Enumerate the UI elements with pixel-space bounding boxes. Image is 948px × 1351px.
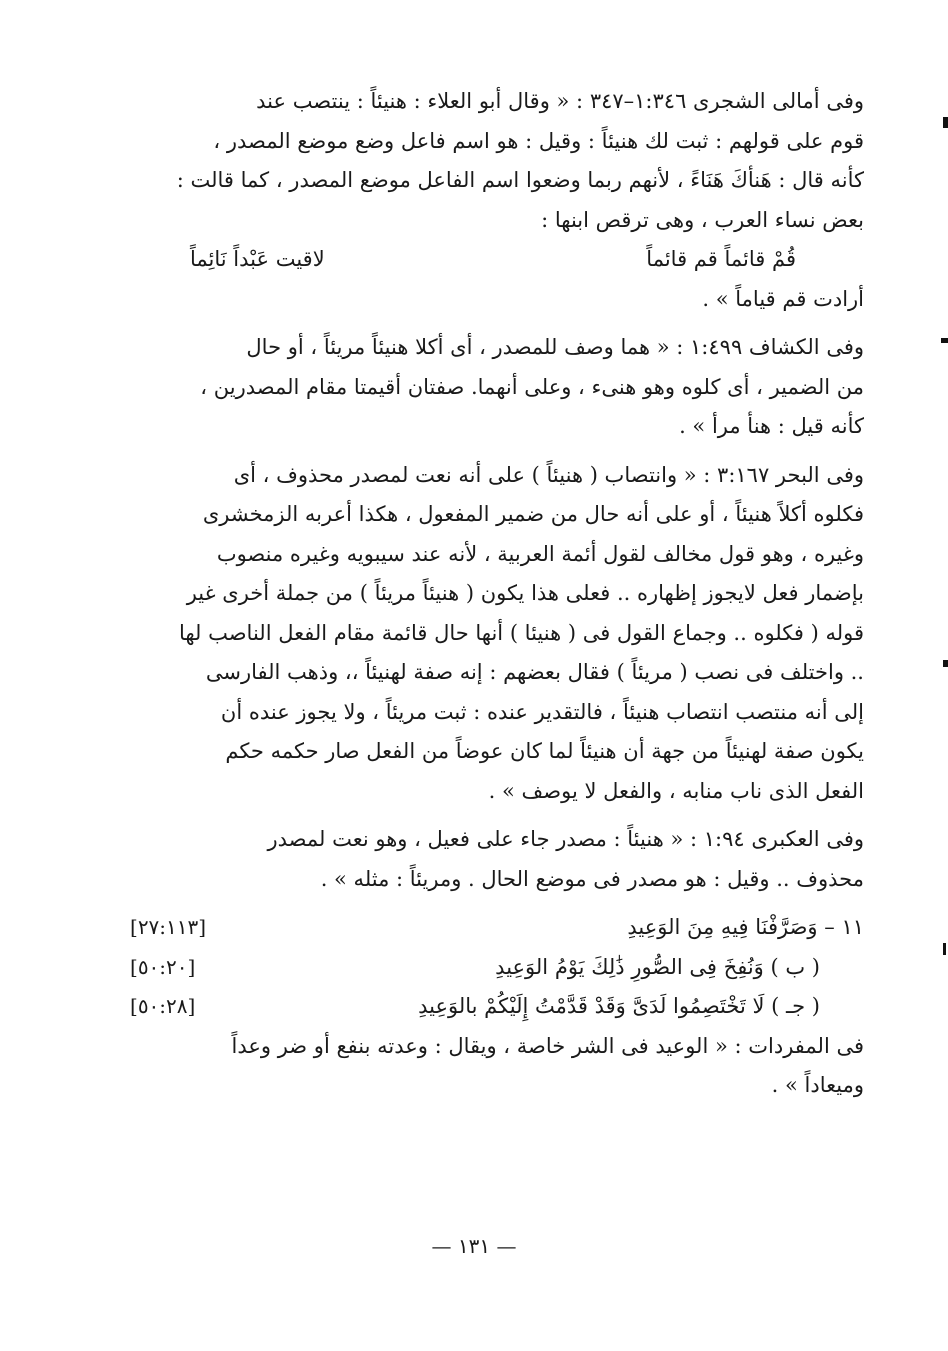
text-line: إلى أنه منتصب انتصاب هنيئاً ، فالتقدير عنده : ثبت مريئاً ، ولا يجوز عنده أن bbox=[220, 699, 864, 724]
text-line: كأنه قيل : هنأ مرأ » . bbox=[679, 414, 864, 438]
text-line: وفى العكبرى ١:٩٤ : « هنيئاً : مصدر جاء على فعيل ، وهو نعت لمصدر bbox=[267, 827, 864, 851]
verse-reference: [٥٠:٢٠] bbox=[130, 954, 196, 979]
quran-verse-row bbox=[130, 987, 864, 1027]
text-line: أرادت قم قياماً » . bbox=[702, 286, 864, 311]
verse-reference: [٢٧:١١٣] bbox=[130, 915, 207, 939]
item-label: ( جـ ) bbox=[764, 994, 820, 1018]
text-line: يكون صفة لهنيئاً من جهة أن هنيئاً لما كان عوضاً من الفعل صار حكمه حكم bbox=[225, 739, 864, 763]
text-line: محذوف .. وقيل : هو مصدر فى موضع الحال . ومريئاً : مثله » . bbox=[320, 866, 864, 891]
text-line: بإضمار فعل لايجوز إظهاره .. فعلى هذا يكون ( هنيئاً مريئاً ) من جملة أخرى غير bbox=[186, 581, 864, 605]
poetry-verse bbox=[130, 240, 864, 280]
page-body bbox=[130, 82, 864, 1106]
scan-edge-mark bbox=[943, 660, 948, 667]
verse-text: وَصَرَّفْنَا فِيهِ مِنَ الوَعِيدِ bbox=[627, 915, 818, 939]
text-line: وفى الكشاف ١:٤٩٩ : « هما وصف للمصدر ، أى أكلا هنيئاً مريئاً ، أو حال bbox=[246, 335, 864, 359]
verse-second-hemistich: لاقيت عَبْداً نَائِماً bbox=[190, 247, 325, 271]
text-line: وفى أمالى الشجرى ١:٣٤٦–٣٤٧ : « وقال أبو العلاء : هنيئاً : ينتصب عند bbox=[256, 89, 864, 113]
verse-first-hemistich: قُمْ قائماً قم قائماً bbox=[646, 247, 796, 271]
quran-verse-row bbox=[130, 908, 864, 948]
quran-verse-row bbox=[130, 948, 864, 988]
text-line: فكلوه أكلاً هنيئاً ، أو على أنه حال من ضمير المفعول ، هكذا أعربه الزمخشرى bbox=[202, 502, 864, 526]
paragraph-bahr bbox=[130, 456, 864, 812]
scan-edge-mark bbox=[941, 338, 948, 343]
text-line: بعض نساء العرب ، وهى ترقص ابنها : bbox=[541, 207, 864, 232]
text-line: فى المفردات : « الوعيد فى الشر خاصة ، ويقال : وعدته بنفع أو ضر وعداً bbox=[231, 1033, 864, 1058]
paragraph-amali bbox=[130, 82, 864, 240]
verse-reference: [٥٠:٢٨] bbox=[130, 994, 196, 1018]
item-label: ١١ – bbox=[817, 915, 864, 939]
item-label: ( ب ) bbox=[763, 954, 820, 979]
paragraph-ukbari bbox=[130, 820, 864, 899]
quran-verse-text bbox=[495, 948, 864, 988]
text-line: وغيره ، وهو قول مخالف لقول أئمة العربية ، لأنه عند سيبويه وغيره منصوب bbox=[216, 541, 864, 566]
text-line: قوله ( فكلوه .. وجماع القول فى ( هنيئا ) أنها حال قائمة مقام الفعل الناصب لها bbox=[178, 620, 864, 645]
text-line: كأنه قال : هَنأكَ هَنَاءً ، لأنهم ربما وضعوا اسم الفاعل موضع المصدر ، كما قالت : bbox=[176, 168, 864, 192]
verse-text: لَا تَخْتَصِمُوا لَدَىَّ وَقَدْ قَدَّمْتُ إِلَيْكُمْ بالوَعِيدِ bbox=[418, 994, 765, 1018]
quran-citations bbox=[130, 908, 864, 1027]
paragraph-verse-note bbox=[130, 280, 864, 320]
scan-edge-mark bbox=[943, 943, 946, 955]
text-line: وفى البحر ٣:١٦٧ : « وانتصاب ( هنيئاً ) على أنه نعت لمصدر محذوف ، أى bbox=[233, 462, 864, 487]
page-number: — ١٣١ — bbox=[431, 1234, 517, 1258]
paragraph-mufradat bbox=[130, 1027, 864, 1106]
quran-verse-text bbox=[627, 908, 864, 948]
text-line: قوم على قولهم : ثبت لك هنيئاً : وقيل : هو اسم فاعل وضع موضع المصدر ، bbox=[213, 128, 864, 153]
verse-text: وَنُفِخَ فِى الصُّورِ ذَٰلِكَ يَوْمُ الوَعِيدِ bbox=[495, 954, 764, 979]
paragraph-kashshaf bbox=[130, 328, 864, 447]
text-line: وميعاداً » . bbox=[771, 1073, 864, 1097]
quran-verse-text bbox=[418, 987, 864, 1027]
text-line: من الضمير ، أى كلوه وهو هنىء ، وعلى أنهما. صفتان أقيمتا مقام المصدرين ، bbox=[200, 374, 864, 399]
text-line: .. واختلف فى نصب ( مريئاً ) فقال بعضهم : إنه صفة لهنيئاً ،، وذهب الفارسى bbox=[205, 660, 864, 684]
text-line: الفعل الذى ناب منابه ، والفعل لا يوصف » . bbox=[488, 778, 864, 803]
scan-edge-mark bbox=[943, 117, 948, 128]
